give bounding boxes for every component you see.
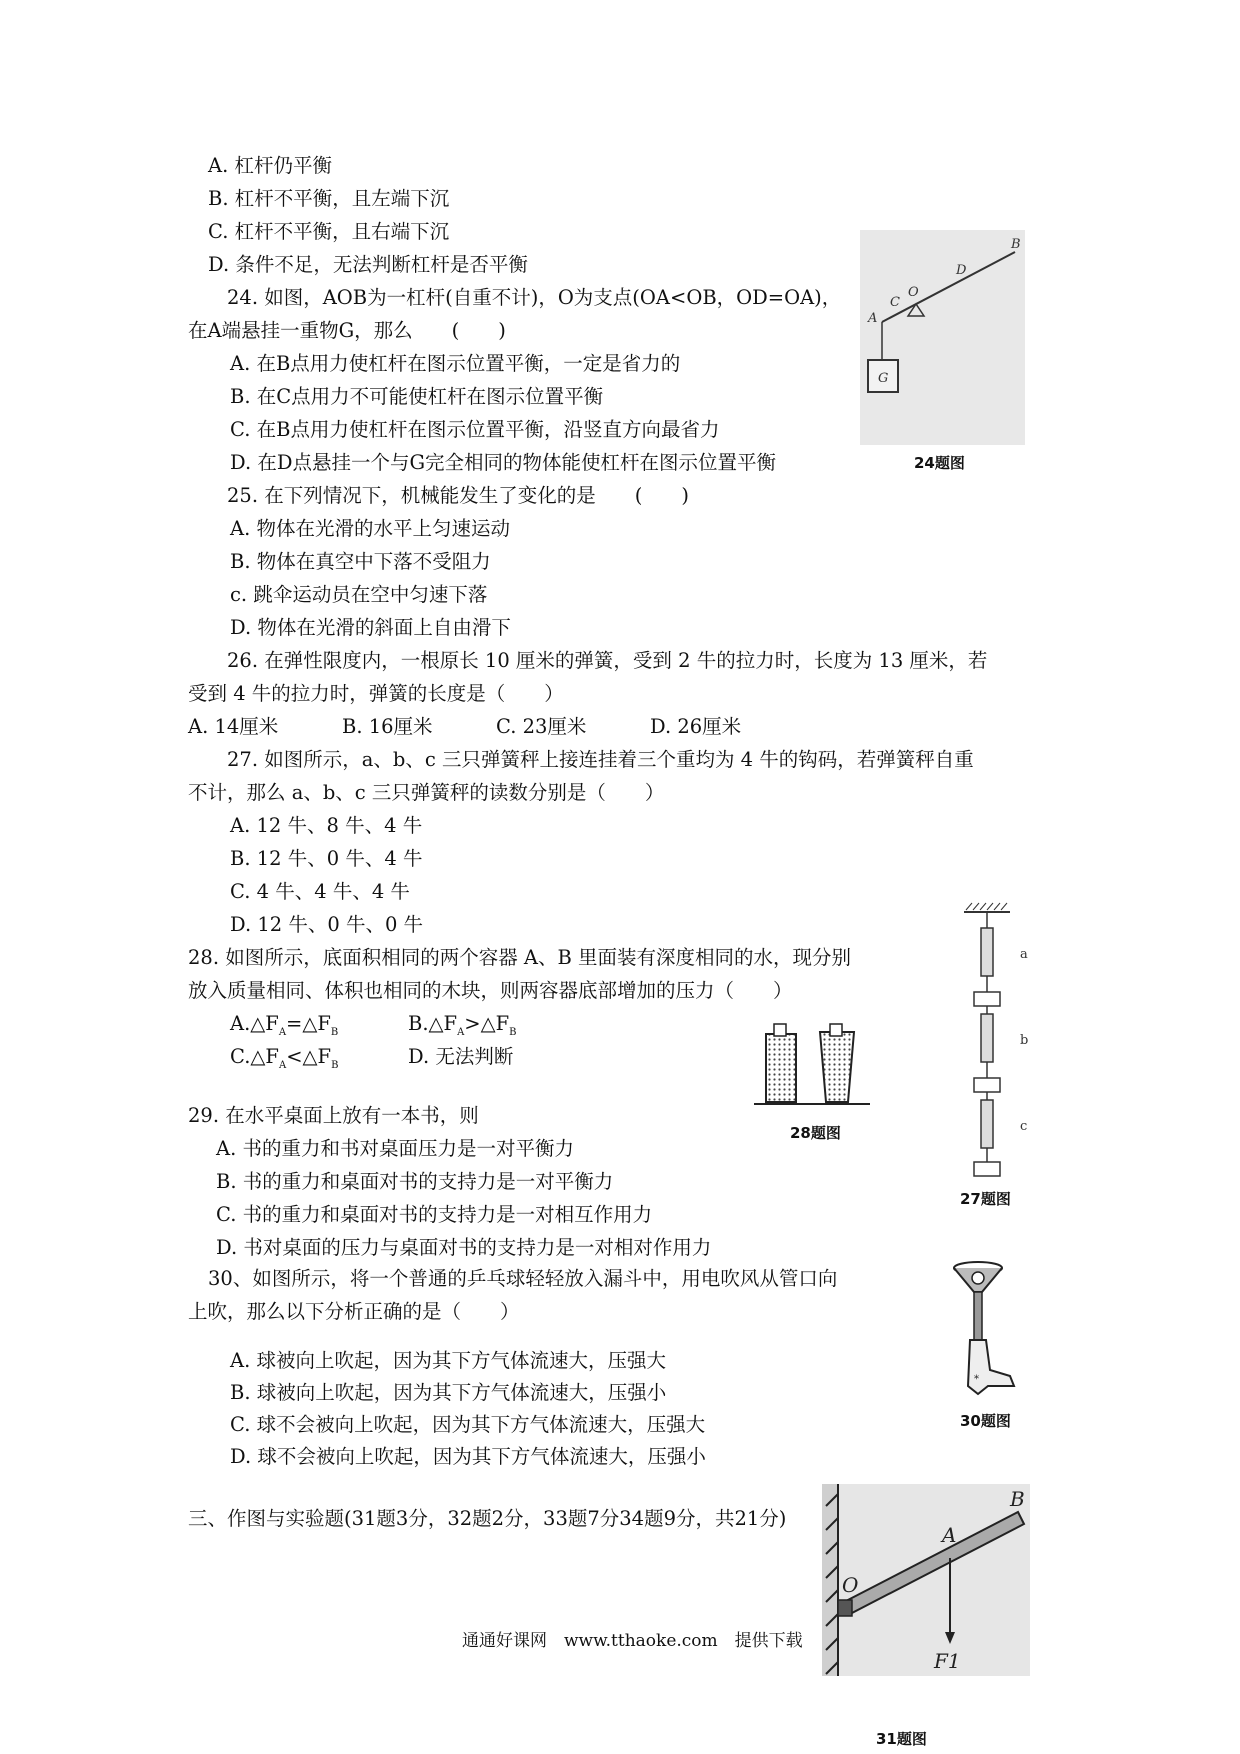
container-b — [820, 1032, 854, 1102]
q28-stem-line2: 放入质量相同、体积也相同的木块，则两容器底部增加的压力（ ） — [188, 979, 793, 1002]
q25-option-a: A. 物体在光滑的水平上匀速运动 — [230, 517, 510, 540]
q23-option-c: C. 杠杆不平衡，且右端下沉 — [208, 220, 450, 243]
block-a — [774, 1024, 786, 1036]
q27-option-c: C. 4 牛、4 牛、4 牛 — [230, 880, 410, 903]
q27-option-d: D. 12 牛、0 牛、0 牛 — [230, 913, 424, 936]
q24-stem-line2: 在A端悬挂一重物G，那么 ( ) — [188, 319, 506, 342]
q26-stem-line2: 受到 4 牛的拉力时，弹簧的长度是（ ） — [188, 682, 564, 705]
label-a: A — [868, 311, 878, 326]
subscript-b: B — [330, 1026, 339, 1038]
label-c: C — [890, 295, 900, 310]
spring-scale-b — [981, 1014, 993, 1062]
container-a — [766, 1034, 796, 1102]
q28-option-d: D. 无法判断 — [408, 1045, 514, 1068]
q23-option-b: B. 杠杆不平衡，且左端下沉 — [208, 187, 450, 210]
q24-option-c: C. 在B点用力使杠杆在图示位置平衡，沿竖直方向最省力 — [230, 418, 720, 441]
label-c: c — [1020, 1119, 1028, 1134]
label-o: O — [908, 285, 919, 300]
q30-option-c: C. 球不会被向上吹起，因为其下方气体流速大，压强大 — [230, 1413, 706, 1436]
q30-figure-caption: 30题图 — [960, 1412, 1011, 1430]
q29-stem: 29. 在水平桌面上放有一本书，则 — [188, 1104, 479, 1127]
q30-option-a: A. 球被向上吹起，因为其下方气体流速大，压强大 — [230, 1349, 666, 1372]
dryer-fan-mark: * — [974, 1374, 979, 1385]
q26-option-b: B. 16厘米 — [342, 715, 433, 738]
q26-option-d: D. 26厘米 — [650, 715, 742, 738]
label-o: O — [842, 1573, 859, 1597]
q27-option-a: A. 12 牛、8 牛、4 牛 — [230, 814, 423, 837]
label-f1: F1 — [934, 1649, 961, 1673]
q30-option-d: D. 球不会被向上吹起，因为其下方气体流速大，压强小 — [230, 1445, 706, 1468]
figure-background — [860, 230, 1025, 445]
q28-containers-figure — [752, 1012, 872, 1112]
q26-stem-line1: 26. 在弹性限度内，一根原长 10 厘米的弹簧，受到 2 牛的拉力时，长度为 13 厘米，若 — [227, 649, 988, 672]
label-d: D — [956, 263, 967, 278]
q24-option-d: D. 在D点悬挂一个与G完全相同的物体能使杠杆在图示位置平衡 — [230, 451, 777, 474]
q27-spring-scales-figure — [960, 900, 1040, 1190]
hair-dryer — [968, 1340, 1014, 1394]
q27-option-b: B. 12 牛、0 牛、4 牛 — [230, 847, 423, 870]
spring-scale-c — [981, 1100, 993, 1148]
hook-weight-1 — [974, 992, 1000, 1006]
q24-option-b: B. 在C点用力不可能使杠杆在图示位置平衡 — [230, 385, 604, 408]
ceiling-hatch — [966, 903, 1007, 910]
subscript-a: A — [457, 1026, 465, 1038]
q30-stem-line2: 上吹，那么以下分析正确的是（ ） — [188, 1300, 520, 1323]
q25-stem: 25. 在下列情况下，机械能发生了变化的是 ( ) — [227, 484, 689, 507]
q30-funnel-dryer-figure — [948, 1260, 1028, 1400]
label-a: a — [1020, 947, 1028, 962]
spring-scale-a — [981, 928, 993, 976]
subscript-b: B — [509, 1026, 517, 1038]
q24-figure-caption: 24题图 — [914, 454, 965, 472]
q24-option-a: A. 在B点用力使杠杆在图示位置平衡，一定是省力的 — [230, 352, 681, 375]
q29-option-a: A. 书的重力和书对桌面压力是一对平衡力 — [216, 1137, 574, 1160]
q29-option-b: B. 书的重力和桌面对书的支持力是一对平衡力 — [216, 1170, 614, 1193]
q24-lever-figure — [860, 230, 1025, 445]
q27-stem-line1: 27. 如图所示，a、b、c 三只弹簧秤上接连挂着三个重均为 4 牛的钩码，若弹簧秤自重 — [227, 748, 974, 771]
footer-credit: 通通好课网 www.tthaoke.com 提供下载 — [462, 1631, 803, 1651]
q25-option-c: c. 跳伞运动员在空中匀速下落 — [230, 583, 488, 606]
label-a: A — [942, 1523, 957, 1547]
q30-stem-line1: 30、如图所示，将一个普通的乒乓球轻轻放入漏斗中，用电吹风从管口向 — [208, 1267, 838, 1290]
hook-weight-3 — [974, 1162, 1000, 1176]
block-b — [830, 1024, 842, 1036]
q26-option-a: A. 14厘米 — [188, 715, 279, 738]
subscript-a: A — [278, 1059, 287, 1071]
q31-figure-caption: 31题图 — [876, 1730, 927, 1748]
label-b: b — [1020, 1033, 1029, 1048]
q24-stem-line1: 24. 如图，AOB为一杠杆(自重不计)，O为支点(OA<OB，OD=OA)， — [227, 286, 842, 309]
funnel-tube — [974, 1292, 982, 1342]
q25-option-b: B. 物体在真空中下落不受阻力 — [230, 550, 491, 573]
section3-title: 三、作图与实验题(31题3分，32题2分，33题7分34题9分，共21分) — [188, 1507, 787, 1530]
q28-option-c: $C.\triangle F_A<\triangle F_B$ — [230, 1045, 339, 1071]
hinge — [838, 1600, 852, 1616]
q25-option-d: D. 物体在光滑的斜面上自由滑下 — [230, 616, 511, 639]
label-b: B — [1011, 237, 1021, 252]
q28-figure-caption: 28题图 — [790, 1124, 841, 1142]
q23-option-a: A. 杠杆仍平衡 — [208, 154, 332, 177]
q23-option-d: D. 条件不足，无法判断杠杆是否平衡 — [208, 253, 528, 276]
label-b: B — [1010, 1487, 1025, 1511]
q28-option-a: $A.\triangle F_A=\triangle F_B$ — [230, 1012, 339, 1038]
q29-option-d: D. 书对桌面的压力与桌面对书的支持力是一对相对作用力 — [216, 1236, 712, 1259]
label-g: G — [878, 371, 889, 386]
subscript-b: B — [331, 1059, 339, 1071]
ping-pong-ball — [972, 1272, 984, 1284]
q26-option-c: C. 23厘米 — [496, 715, 587, 738]
hook-weight-2 — [974, 1078, 1000, 1092]
q28-stem-line1: 28. 如图所示，底面积相同的两个容器 A、B 里面装有深度相同的水，现分别 — [188, 946, 852, 969]
q31-lever-wall-figure — [822, 1484, 1030, 1676]
q29-option-c: C. 书的重力和桌面对书的支持力是一对相互作用力 — [216, 1203, 653, 1226]
q27-figure-caption: 27题图 — [960, 1190, 1011, 1208]
q28-option-b: $B.\triangle F_A>\triangle F_B$ — [408, 1012, 517, 1038]
subscript-a: A — [278, 1026, 287, 1038]
q27-stem-line2: 不计，那么 a、b、c 三只弹簧秤的读数分别是（ ） — [188, 781, 665, 804]
q30-option-b: B. 球被向上吹起，因为其下方气体流速大，压强小 — [230, 1381, 667, 1404]
